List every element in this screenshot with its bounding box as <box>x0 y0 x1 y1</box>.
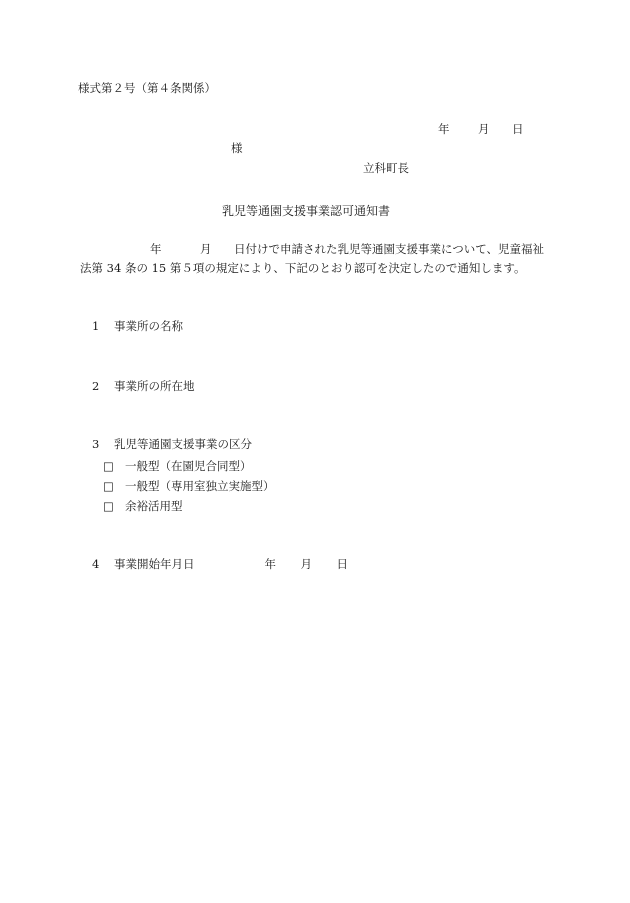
body-paragraph <box>80 240 552 277</box>
item-facility-name <box>92 320 183 334</box>
start-date-month: 月 <box>300 557 312 571</box>
item-service-category <box>92 438 252 452</box>
issuer-name: 立科町長 <box>363 161 409 175</box>
item-label: 事業所の所在地 <box>114 379 195 393</box>
item-start-date <box>92 558 348 572</box>
item-label: 事業開始年月日 <box>114 557 195 571</box>
application-date-year: 年 <box>150 242 162 256</box>
option-label: 一般型（専用室独立実施型） <box>125 479 275 493</box>
item-number: 2 <box>92 379 100 393</box>
start-date-day: 日 <box>336 557 348 571</box>
document-title: 乳児等通園支援事業認可通知書 <box>222 204 391 218</box>
checkbox-icon[interactable]: □ <box>103 479 114 493</box>
item-facility-address <box>92 380 195 394</box>
application-date-month: 月 <box>200 242 212 256</box>
start-date-value <box>265 558 349 572</box>
checkbox-icon[interactable]: □ <box>103 459 114 473</box>
issue-date <box>438 123 524 137</box>
item-label: 乳児等通園支援事業の区分 <box>114 437 252 451</box>
application-date <box>80 242 234 256</box>
category-option-surplus[interactable] <box>103 500 183 514</box>
start-date-year: 年 <box>264 557 276 571</box>
option-label: 一般型（在園児合同型） <box>125 459 252 473</box>
checkbox-icon[interactable]: □ <box>103 499 114 513</box>
issue-date-year: 年 <box>438 122 450 136</box>
addressee-honorific: 様 <box>231 141 243 155</box>
form-number-label: 様式第２号（第４条関係） <box>78 81 216 95</box>
item-label: 事業所の名称 <box>114 319 183 333</box>
category-option-general-joint[interactable] <box>103 460 252 474</box>
item-number: 3 <box>92 437 100 451</box>
issue-date-month: 月 <box>478 122 490 136</box>
item-number: 4 <box>92 557 100 571</box>
category-option-general-dedicated[interactable] <box>103 480 275 494</box>
body-text: 日付けで申請された乳児等通園支援事業について、児童福祉法第 34 条の 15 第５項の規定により、下記のとおり認可を決定したので通知します。 <box>80 242 545 275</box>
option-label: 余裕活用型 <box>125 499 183 513</box>
issue-date-day: 日 <box>512 122 524 136</box>
item-number: 1 <box>92 319 100 333</box>
